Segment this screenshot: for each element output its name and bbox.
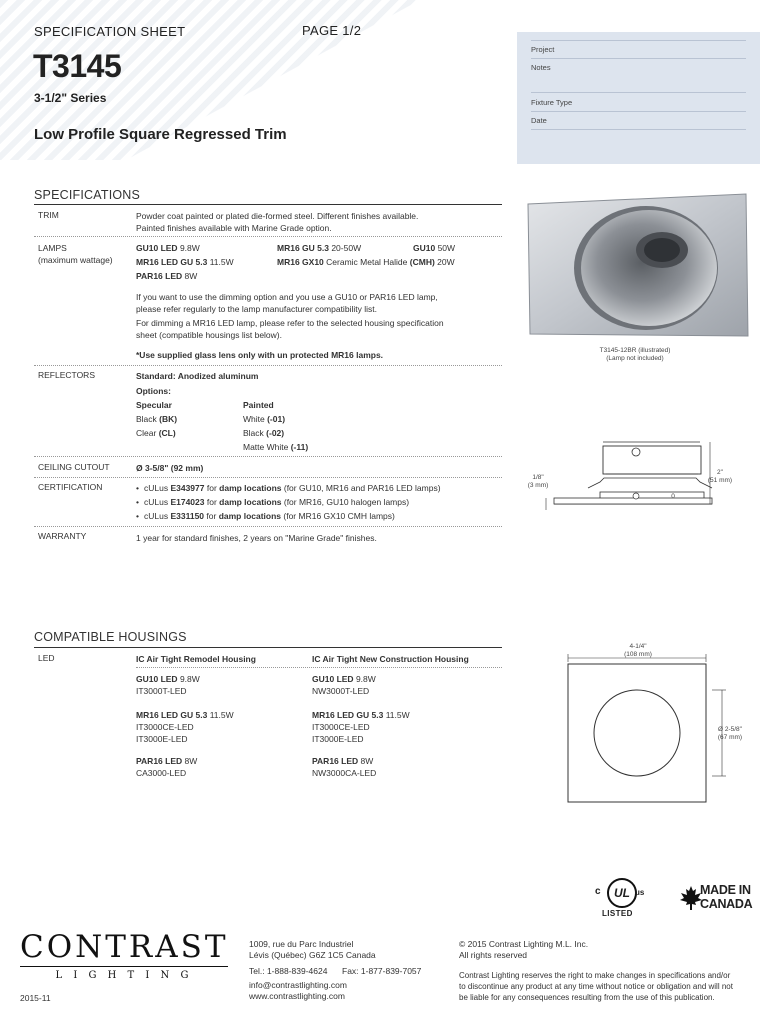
project-field[interactable]: Project — [531, 45, 555, 54]
ul-c-mark: c — [595, 886, 601, 897]
housing-entry — [312, 709, 410, 745]
dim-text: (3 mm) — [527, 482, 549, 489]
finish-name: Matte White — [243, 442, 291, 452]
lamp-type: PAR16 LED — [136, 756, 183, 766]
housing-model: IT3000E-LED — [312, 734, 364, 744]
finish-code: (BK) — [159, 414, 178, 424]
product-name: Low Profile Square Regressed Trim — [34, 126, 287, 143]
dim-text: 4-1/4" — [629, 643, 647, 650]
badge-line: MADE IN — [700, 883, 751, 897]
contact-links — [249, 980, 347, 1002]
lamp-row-2-col-1 — [136, 256, 234, 268]
housing-entry — [136, 673, 200, 697]
reflectors-label: REFLECTORS — [38, 370, 95, 380]
finish-black — [136, 413, 177, 425]
lamp-watt: 50W — [435, 243, 456, 253]
cert-prefix: cULus — [143, 511, 171, 521]
warranty-label: WARRANTY — [38, 531, 87, 541]
caption-line: (Lamp not included) — [606, 355, 664, 362]
lamp-watt: 11.5W — [207, 710, 234, 720]
side-profile-drawing — [540, 438, 715, 518]
specular-heading: Specular — [136, 400, 172, 410]
lamp-row-1-col-2 — [277, 242, 361, 254]
photo-caption — [560, 347, 710, 363]
model-title: T3145 — [33, 48, 122, 84]
finish-painted-black — [243, 427, 284, 439]
cert-note: (for MR16 GX10 CMH lamps) — [281, 511, 395, 521]
page-number: PAGE 1/2 — [302, 23, 362, 38]
lamp-type: MR16 LED GU 5.3 — [136, 710, 208, 720]
address-line: Lévis (Québec) G6Z 1C5 Canada — [249, 950, 376, 960]
company-address — [249, 939, 376, 961]
lamp-watt: 9.8W — [177, 243, 200, 253]
company-logo — [20, 930, 228, 981]
lamp-type: GU10 LED — [312, 674, 354, 684]
lamp-watt: 8W — [182, 271, 198, 281]
housing-row-label: LED — [38, 653, 55, 663]
specifications-heading: SPECIFICATIONS — [34, 188, 141, 202]
cul-listed-badge — [594, 876, 650, 922]
notes-divider — [531, 129, 746, 130]
row-divider — [136, 667, 502, 668]
lamp-row-3-col-1 — [136, 270, 197, 282]
housing-model: NW3000T-LED — [312, 686, 370, 696]
listed-text: LISTED — [602, 909, 633, 918]
fax: Fax: 1-877-839-7057 — [342, 966, 422, 976]
made-in-canada-text — [700, 883, 752, 911]
painted-heading: Painted — [243, 400, 274, 410]
finish-name: Black — [136, 414, 160, 424]
dimming-line: For dimming a MR16 LED lamp, please refer to the selected housing specification — [136, 318, 444, 328]
certification-list — [136, 481, 441, 523]
cert-location: damp locations — [218, 511, 282, 521]
lamp-watt: 11.5W — [383, 710, 410, 720]
lamp-watt: 11.5W — [207, 257, 234, 267]
lamp-row-1-col-3 — [413, 242, 455, 254]
housing-entry — [136, 709, 234, 745]
reflector-options: Options: — [136, 386, 171, 396]
cert-code: E331150 — [170, 511, 205, 521]
dimming-note — [136, 291, 444, 341]
cutout-label: CEILING CUTOUT — [38, 462, 110, 472]
product-photo — [524, 190, 752, 340]
lamp-type: PAR16 LED — [136, 271, 183, 281]
cert-code: E343977 — [170, 483, 205, 493]
cert-prefix: cULus — [143, 483, 171, 493]
dim-text: 2" — [717, 469, 723, 476]
housings-heading: COMPATIBLE HOUSINGS — [34, 630, 187, 644]
notes-divider — [531, 58, 746, 59]
trim-label: TRIM — [38, 210, 59, 220]
finish-code: (-02) — [266, 428, 285, 438]
housing-model: IT3000E-LED — [136, 734, 188, 744]
notes-divider — [531, 92, 746, 93]
lamp-type: MR16 GU 5.3 — [277, 243, 329, 253]
row-divider — [34, 456, 502, 457]
notes-field[interactable]: Notes — [531, 63, 551, 72]
caption-line: T3145-12BR (illustrated) — [599, 347, 671, 354]
finish-code: (-01) — [267, 414, 286, 424]
lamp-type: GU10 — [413, 243, 436, 253]
finish-matte-white — [243, 441, 308, 453]
made-in-canada-badge — [680, 882, 753, 916]
lamp-watt: 8W — [358, 756, 374, 766]
certification-item: • cULus E343977 for damp locations (for GU10, MR16 and PAR16 LED lamps) — [136, 483, 441, 493]
notes-divider — [531, 111, 746, 112]
dim-text: Ø 2-5/8" — [718, 726, 742, 733]
date-field[interactable]: Date — [531, 116, 547, 125]
lens-warning: *Use supplied glass lens only with un protected MR16 lamps. — [136, 350, 384, 360]
lamp-watt: 9.8W — [353, 674, 376, 684]
finish-code: (-11) — [290, 442, 309, 452]
housing-col-new-construction: IC Air Tight New Construction Housing — [312, 654, 469, 664]
lamp-code: (CMH) — [409, 257, 435, 267]
publication-date: 2015-11 — [20, 993, 51, 1003]
row-divider — [34, 526, 502, 527]
housing-model: NW3000CA-LED — [312, 768, 377, 778]
badge-line: CANADA — [700, 897, 753, 911]
lamp-watt: 8W — [182, 756, 198, 766]
profile-dim-zero: 0 — [671, 493, 675, 500]
dimming-line: If you want to use the dimming option and you use a GU10 or PAR16 LED lamp, — [136, 292, 438, 302]
trim-line: Powder coat painted or plated die-formed steel. Different finishes available. — [136, 211, 419, 221]
phone: Tel.: 1-888-839-4624 — [249, 966, 328, 976]
maple-leaf-icon — [680, 886, 702, 910]
sheet-label: SPECIFICATION SHEET — [34, 24, 186, 39]
cert-text: for — [204, 511, 219, 521]
section-rule — [34, 647, 502, 648]
finish-white — [243, 413, 285, 425]
finish-name: Black — [243, 428, 267, 438]
copyright-line: © 2015 Contrast Lighting M.L. Inc. — [459, 939, 589, 949]
finish-code: (CL) — [158, 428, 176, 438]
lamps-sublabel: (maximum wattage) — [38, 255, 113, 265]
lamp-row-2-col-2 — [277, 256, 455, 268]
cert-code: E174023 — [170, 497, 205, 507]
legal-notice — [459, 970, 733, 1003]
lamps-label — [38, 242, 113, 266]
cert-text: for — [204, 497, 220, 507]
housing-entry — [136, 755, 197, 779]
lamp-watt: 20W — [434, 257, 455, 267]
certification-item: • cULus E174023 for damp locations (for MR16, GU10 halogen lamps) — [136, 497, 410, 507]
ul-us-mark: us — [635, 888, 645, 897]
dim-text: (67 mm) — [717, 734, 743, 741]
dimming-line: sheet (compatible housings list below). — [136, 330, 282, 340]
cert-location: damp locations — [219, 497, 282, 507]
lamps-label-text: LAMPS — [38, 243, 67, 253]
lamp-watt: 9.8W — [177, 674, 200, 684]
housing-col-remodel: IC Air Tight Remodel Housing — [136, 654, 256, 664]
trim-line: Painted finishes available with Marine Grade option. — [136, 223, 332, 233]
cutout-value: Ø 3-5/8" (92 mm) — [136, 463, 204, 473]
dim-text: (51 mm) — [707, 477, 733, 484]
legal-line: to discontinue any product at any time without notice or obligation and will not — [459, 982, 733, 991]
certification-item: • cULus E331150 for damp locations (for MR16 GX10 CMH lamps) — [136, 511, 395, 521]
top-dim-width — [608, 643, 668, 659]
dim-text: (108 mm) — [624, 651, 652, 658]
email-link[interactable]: info@contrastlighting.com — [249, 980, 347, 990]
finish-name: Clear — [136, 428, 159, 438]
notes-box — [517, 32, 760, 164]
lamp-type: GU10 LED — [136, 243, 178, 253]
row-divider — [34, 365, 502, 366]
lamp-desc: Ceramic Metal Halide — [323, 257, 410, 267]
housing-model: IT3000CE-LED — [312, 722, 370, 732]
profile-dim-right — [700, 469, 740, 485]
ul-logo-icon: UL — [607, 878, 637, 908]
warranty-value: 1 year for standard finishes, 2 years on "Marine Grade" finishes. — [136, 533, 377, 543]
lamp-type: MR16 GX10 — [277, 257, 324, 267]
notes-divider — [531, 40, 746, 41]
copyright-line: All rights reserved — [459, 950, 528, 960]
lamp-watt: 20-50W — [328, 243, 362, 253]
brand-name: CONTRAST — [20, 929, 229, 965]
website-link[interactable]: www.contrastlighting.com — [249, 991, 345, 1001]
housing-model: IT3000CE-LED — [136, 722, 194, 732]
lamp-type: PAR16 LED — [312, 756, 359, 766]
cert-note: (for GU10, MR16 and PAR16 LED lamps) — [281, 483, 441, 493]
lamp-type: MR16 LED GU 5.3 — [136, 257, 208, 267]
finish-name: White — [243, 414, 268, 424]
top-dim-diameter — [708, 726, 752, 742]
housing-entry — [312, 673, 376, 697]
cert-location: damp locations — [219, 483, 282, 493]
trim-text — [136, 210, 418, 234]
dim-text: 1/8" — [532, 474, 544, 481]
cert-text: for — [204, 483, 220, 493]
certification-label: CERTIFICATION — [38, 482, 103, 492]
address-line: 1009, rue du Parc Industriel — [249, 939, 354, 949]
housing-model: IT3000T-LED — [136, 686, 187, 696]
section-rule — [34, 204, 502, 205]
brand-subtitle: L I G H T I N G — [55, 970, 193, 981]
row-divider — [34, 477, 502, 478]
housing-entry — [312, 755, 376, 779]
lamp-row-1-col-1 — [136, 242, 200, 254]
fixture-type-field[interactable]: Fixture Type — [531, 98, 573, 107]
cert-prefix: cULus — [143, 497, 171, 507]
lamp-type: GU10 LED — [136, 674, 178, 684]
legal-line: be liable for any consequences resulting from the use of this publication. — [459, 993, 715, 1002]
reflector-standard: Standard: Anodized aluminum — [136, 371, 259, 381]
series-label: 3-1/2" Series — [34, 91, 107, 105]
cert-note: (for MR16, GU10 halogen lamps) — [281, 497, 410, 507]
lamp-type: MR16 LED GU 5.3 — [312, 710, 384, 720]
copyright — [459, 939, 588, 961]
housing-model: CA3000-LED — [136, 768, 187, 778]
profile-dim-left — [518, 474, 558, 490]
finish-clear — [136, 427, 176, 439]
dimming-line: please refer regularly to the lamp manufacturer compatibility list. — [136, 304, 377, 314]
row-divider — [34, 236, 502, 237]
legal-line: Contrast Lighting reserves the right to make changes in specifications and/or — [459, 971, 731, 980]
